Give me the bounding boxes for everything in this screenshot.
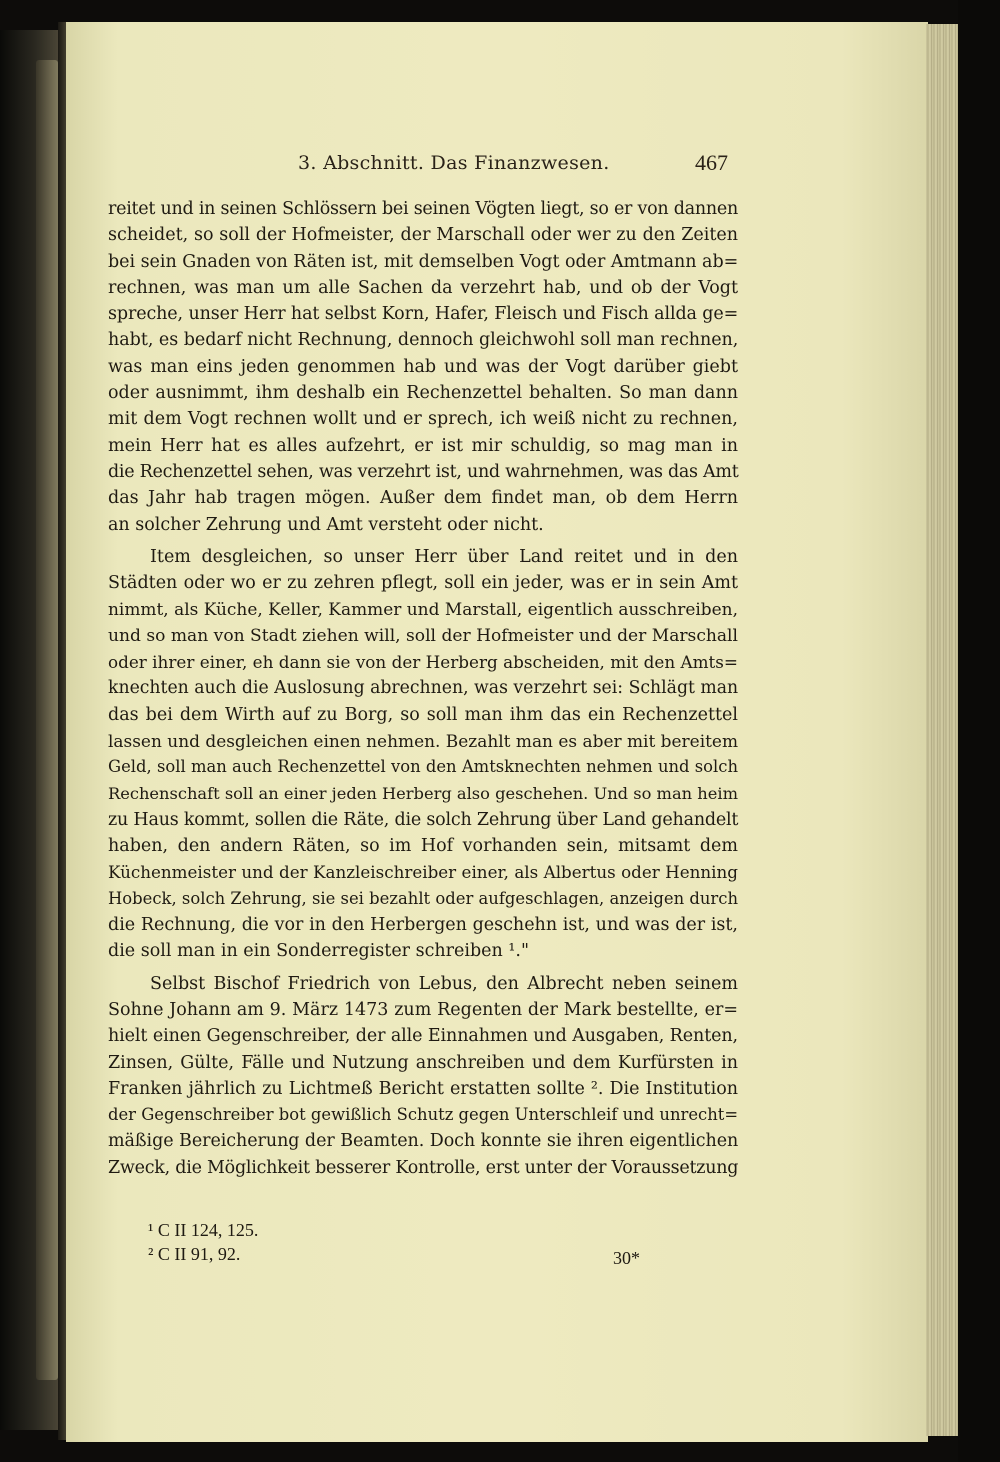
text-line: die Rechnung, die vor in den Herbergen geschehn ist, und was der ist,	[108, 915, 738, 936]
running-head-title: 3. Abschnitt. Das Finanzwesen.	[298, 152, 610, 174]
text-line: haben, den andern Räten, so im Hof vorhanden sein, mitsamt dem	[108, 836, 738, 857]
text-line: Rechenschaft soll an einer jeden Herberg also geschehen. Und so man heim	[108, 783, 738, 803]
text-line: oder ausnimmt, ihm deshalb ein Rechenzettel behalten. So man dann	[108, 383, 738, 404]
running-head	[298, 148, 728, 184]
text-line: Städten oder wo er zu zehren pflegt, soll ein jeder, was er in sein Amt	[108, 573, 738, 594]
text-line: an solcher Zehrung und Amt versteht oder nicht.	[108, 514, 544, 535]
page-stack-edges	[926, 24, 960, 1436]
text-line: lassen und desgleichen einen nehmen. Bezahlt man es aber mit bereitem	[108, 730, 739, 751]
text-line: mit dem Vogt rechnen wollt und er sprech, ich weiß nicht zu rechnen,	[108, 409, 738, 430]
text-line: scheidet, so soll der Hofmeister, der Marschall oder wer zu den Zeiten	[108, 225, 738, 246]
text-line: zu Haus kommt, sollen die Räte, die solch Zehrung über Land gehandelt	[108, 809, 739, 830]
text-line: was man eins jeden genommen hab und was der Vogt darüber giebt	[108, 356, 738, 377]
text-line: Küchenmeister und der Kanzleischreiber einer, als Albertus oder Henning	[108, 862, 738, 883]
signature-mark: 30*	[613, 1248, 640, 1268]
text-line: mein Herr hat es alles aufzehrt, er ist mir schuldig, so mag man in	[108, 435, 738, 456]
body-text	[108, 196, 738, 1181]
footnote: ¹ C II 124, 125.	[148, 1220, 259, 1240]
paragraph	[108, 196, 738, 538]
text-line: Selbst Bischof Friedrich von Lebus, den Albrecht neben seinem	[150, 973, 738, 994]
text-line: Zinsen, Gülte, Fälle und Nutzung anschreiben und dem Kurfürsten in	[108, 1052, 738, 1073]
text-line: rechnen, was man um alle Sachen da verzehrt hab, und ob der Vogt	[108, 277, 738, 298]
text-line: das bei dem Wirth auf zu Borg, so soll man ihm das ein Rechenzettel	[108, 704, 738, 725]
text-line: die Rechenzettel sehen, was verzehrt ist, und wahrnehmen, was das Amt	[108, 461, 739, 482]
text-line: habt, es bedarf nicht Rechnung, dennoch gleichwohl soll man rechnen,	[108, 330, 739, 351]
text-line: die soll man in ein Sonderregister schreiben ¹."	[108, 941, 529, 962]
book-cover-right	[958, 0, 1000, 1462]
text-line: Franken jährlich zu Lichtmeß Bericht erstatten sollte ². Die Institution	[108, 1078, 738, 1099]
text-line: nimmt, als Küche, Keller, Kammer und Marstall, eigentlich ausschreiben,	[108, 599, 738, 620]
page-number: 467	[695, 150, 728, 175]
text-line: oder ihrer einer, eh dann sie von der Herberg abscheiden, mit den Amts=	[108, 652, 738, 673]
text-line: Hobeck, solch Zehrung, sie sei bezahlt oder aufgeschlagen, anzeigen durch	[108, 888, 738, 908]
text-line: der Gegenschreiber bot gewißlich Schutz gegen Unterschleif und unrecht=	[108, 1105, 739, 1125]
text-line: hielt einen Gegenschreiber, der alle Einnahmen und Ausgaben, Renten,	[108, 1026, 739, 1047]
text-line: reitet und in seinen Schlössern bei seinen Vögten liegt, so er von dannen	[108, 199, 738, 219]
text-line: bei sein Gnaden von Räten ist, mit demselben Vogt oder Amtmann ab=	[108, 251, 739, 272]
text-line: Zweck, die Möglichkeit besserer Kontrolle, erst unter der Voraussetzung	[108, 1157, 739, 1178]
left-page-strip	[36, 60, 58, 1380]
footnote: ² C II 91, 92.	[148, 1244, 241, 1264]
text-line: knechten auch die Auslosung abrechnen, was verzehrt sei: Schlägt man	[108, 678, 739, 699]
text-line: mäßige Bereicherung der Beamten. Doch konnte sie ihren eigentlichen	[108, 1131, 739, 1152]
paragraph	[108, 544, 738, 965]
text-line: Geld, soll man auch Rechenzettel von den Amtsknechten nehmen und solch	[108, 757, 738, 777]
paragraph	[108, 971, 738, 1181]
footnotes	[148, 1218, 648, 1266]
text-line: Sohne Johann am 9. März 1473 zum Regenten der Mark bestellte, er=	[108, 999, 738, 1020]
text-line: Item desgleichen, so unser Herr über Land reitet und in den	[150, 546, 738, 567]
text-line: spreche, unser Herr hat selbst Korn, Hafer, Fleisch und Fisch allda ge=	[108, 304, 739, 325]
text-line: und so man von Stadt ziehen will, soll der Hofmeister und der Marschall	[108, 625, 738, 646]
text-line: das Jahr hab tragen mögen. Außer dem findet man, ob dem Herrn	[108, 488, 738, 509]
